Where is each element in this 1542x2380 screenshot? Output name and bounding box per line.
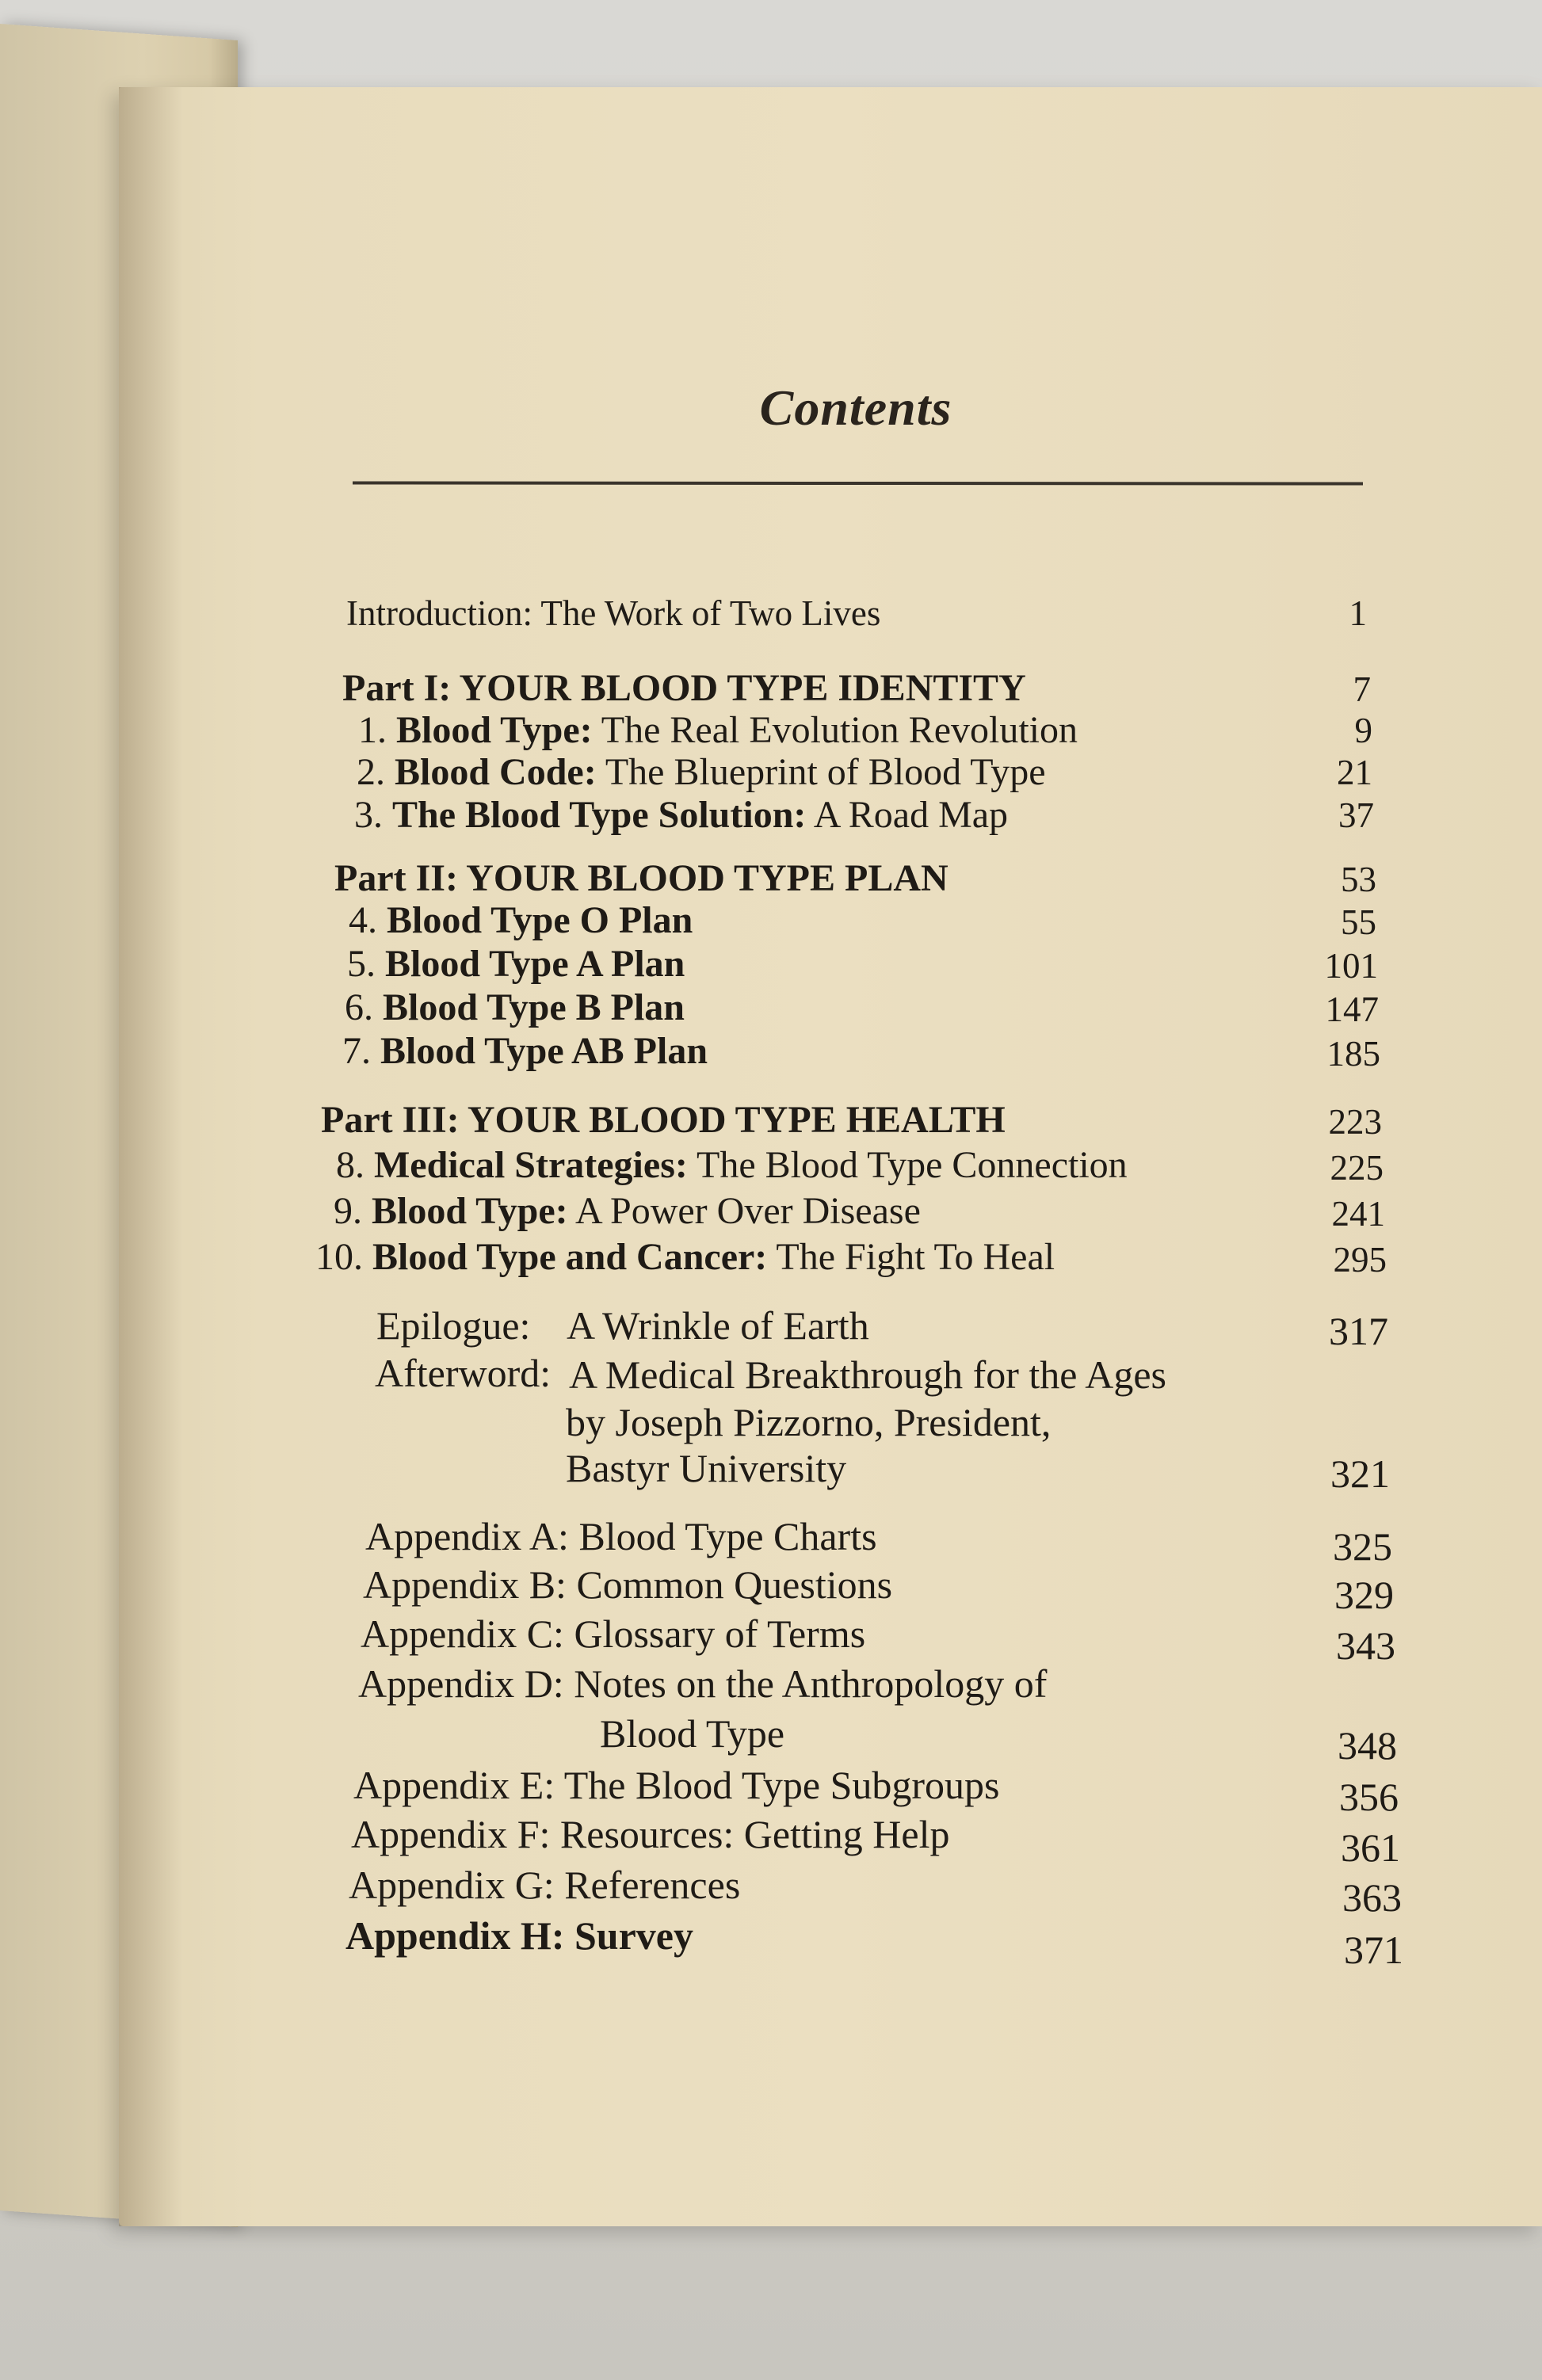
toc-chapter-9 [334, 1192, 921, 1230]
chapter-label: Blood Type O Plan [387, 899, 693, 941]
toc-afterword-text: A Medical Breakthrough for the Ages [569, 1352, 1166, 1397]
toc-appendix-a [365, 1516, 877, 1556]
chapter-text: The Blood Type Connection [697, 1144, 1128, 1186]
page-number: 101 [1324, 946, 1378, 986]
page-number: 356 [1339, 1775, 1399, 1819]
page-number: 225 [1330, 1148, 1384, 1188]
part-heading: Part I: YOUR BLOOD TYPE IDENTITY [342, 667, 1026, 709]
toc-appendix-b [363, 1562, 893, 1607]
toc-appendix-d-text-2: Blood Type [600, 1711, 785, 1756]
toc-chapter-8 [336, 1146, 1128, 1184]
page-number: 371 [1344, 1928, 1403, 1972]
toc-appendix-f [351, 1814, 949, 1854]
chapter-text: A Road Map [813, 794, 1009, 836]
page-number: 223 [1328, 1102, 1382, 1142]
page-number: 37 [1338, 795, 1374, 835]
toc-part-2 [334, 857, 948, 899]
page-number: 185 [1326, 1034, 1380, 1074]
chapter-number: 10. [315, 1236, 363, 1278]
entry-label: Appendix C: [361, 1611, 564, 1656]
entry-label: Introduction: [346, 593, 532, 633]
chapter-label: Blood Code: [395, 751, 597, 793]
toc-appendix-h [345, 1913, 693, 1958]
entry-text: Blood Type Charts [578, 1514, 877, 1558]
chapter-text: The Blueprint of Blood Type [605, 751, 1046, 793]
part-heading: Part II: YOUR BLOOD TYPE PLAN [334, 857, 948, 899]
entry-text: Notes on the Anthropology of [574, 1661, 1048, 1706]
chapter-label: Blood Type: [372, 1190, 568, 1232]
page-number: 348 [1338, 1723, 1397, 1768]
toc-appendix-c [361, 1611, 866, 1656]
page-number: 321 [1330, 1451, 1390, 1496]
toc-epilogue [376, 1303, 531, 1348]
entry-text: Resources: Getting Help [559, 1812, 950, 1856]
toc-appendix-d [358, 1661, 1048, 1706]
chapter-label: Blood Type AB Plan [380, 1030, 708, 1072]
entry-text: The Work of Two Lives [540, 593, 881, 633]
page-number: 317 [1329, 1309, 1388, 1353]
page-title: Contents [759, 380, 952, 436]
chapter-number: 8. [336, 1144, 365, 1186]
entry-label: Afterword: [375, 1351, 552, 1395]
chapter-label: Blood Type and Cancer: [372, 1236, 768, 1278]
page-number: 363 [1342, 1875, 1402, 1920]
part-heading: Part III: YOUR BLOOD TYPE HEALTH [321, 1099, 1006, 1141]
chapter-text: A Power Over Disease [574, 1190, 921, 1232]
toc-entry-introduction [346, 593, 881, 633]
page-number: 343 [1336, 1623, 1395, 1668]
page-number: 53 [1341, 860, 1376, 899]
entry-label: Appendix F: [351, 1812, 551, 1856]
toc-appendix-e [353, 1765, 999, 1805]
page-number: 325 [1333, 1524, 1392, 1569]
chapter-label: Medical Strategies: [374, 1144, 688, 1186]
toc-chapter-3 [354, 796, 1008, 834]
page-number: 295 [1333, 1240, 1387, 1280]
toc-epilogue-text: A Wrinkle of Earth [567, 1303, 869, 1348]
chapter-number: 4. [349, 899, 377, 941]
chapter-number: 5. [347, 943, 376, 985]
toc-afterword-text-3: Bastyr University [566, 1446, 847, 1490]
toc-afterword-text-2: by Joseph Pizzorno, President, [566, 1400, 1052, 1444]
entry-label: Epilogue: [376, 1303, 531, 1348]
entry-label: Appendix H: [345, 1913, 565, 1958]
chapter-label: Blood Type B Plan [383, 986, 685, 1028]
entry-label: Appendix E: [353, 1763, 555, 1807]
toc-chapter-5 [347, 945, 685, 983]
chapter-number: 6. [345, 986, 373, 1028]
entry-text: Common Questions [576, 1562, 893, 1607]
chapter-number: 2. [357, 751, 385, 793]
toc-part-1 [342, 669, 1026, 708]
chapter-number: 3. [354, 794, 383, 836]
page-number: 361 [1341, 1825, 1400, 1870]
chapter-number: 1. [358, 709, 387, 751]
entry-label: Appendix G: [349, 1863, 555, 1907]
chapter-label: Blood Type: [396, 709, 593, 751]
toc-chapter-1 [358, 711, 1078, 749]
page-number: 1 [1349, 593, 1367, 633]
entry-label: Appendix A: [365, 1514, 569, 1558]
toc-appendix-g [349, 1865, 740, 1905]
chapter-text: The Fight To Heal [776, 1236, 1055, 1278]
toc-chapter-7 [342, 1032, 708, 1070]
page-number: 147 [1325, 990, 1379, 1029]
toc-chapter-2 [357, 753, 1046, 791]
entry-text: Survey [574, 1913, 693, 1958]
chapter-number: 9. [334, 1190, 362, 1232]
chapter-label: Blood Type A Plan [385, 943, 685, 985]
page-number: 241 [1331, 1194, 1385, 1234]
toc-chapter-10 [315, 1238, 1055, 1276]
page-number: 7 [1353, 669, 1371, 709]
toc-afterword [375, 1353, 551, 1393]
chapter-number: 7. [342, 1030, 371, 1072]
toc-chapter-4 [349, 899, 693, 941]
page-number: 55 [1341, 902, 1376, 942]
entry-text: Glossary of Terms [574, 1611, 866, 1656]
toc-part-3 [321, 1101, 1006, 1139]
chapter-label: The Blood Type Solution: [392, 794, 807, 836]
entry-text: The Blood Type Subgroups [563, 1763, 1000, 1807]
page-number: 329 [1334, 1573, 1394, 1617]
entry-text: References [564, 1863, 741, 1907]
toc-chapter-6 [345, 986, 685, 1028]
chapter-text: The Real Evolution Revolution [601, 709, 1078, 751]
entry-label: Appendix D: [358, 1661, 564, 1706]
entry-label: Appendix B: [363, 1562, 567, 1607]
page-number: 9 [1354, 711, 1372, 750]
page-number: 21 [1337, 753, 1372, 792]
